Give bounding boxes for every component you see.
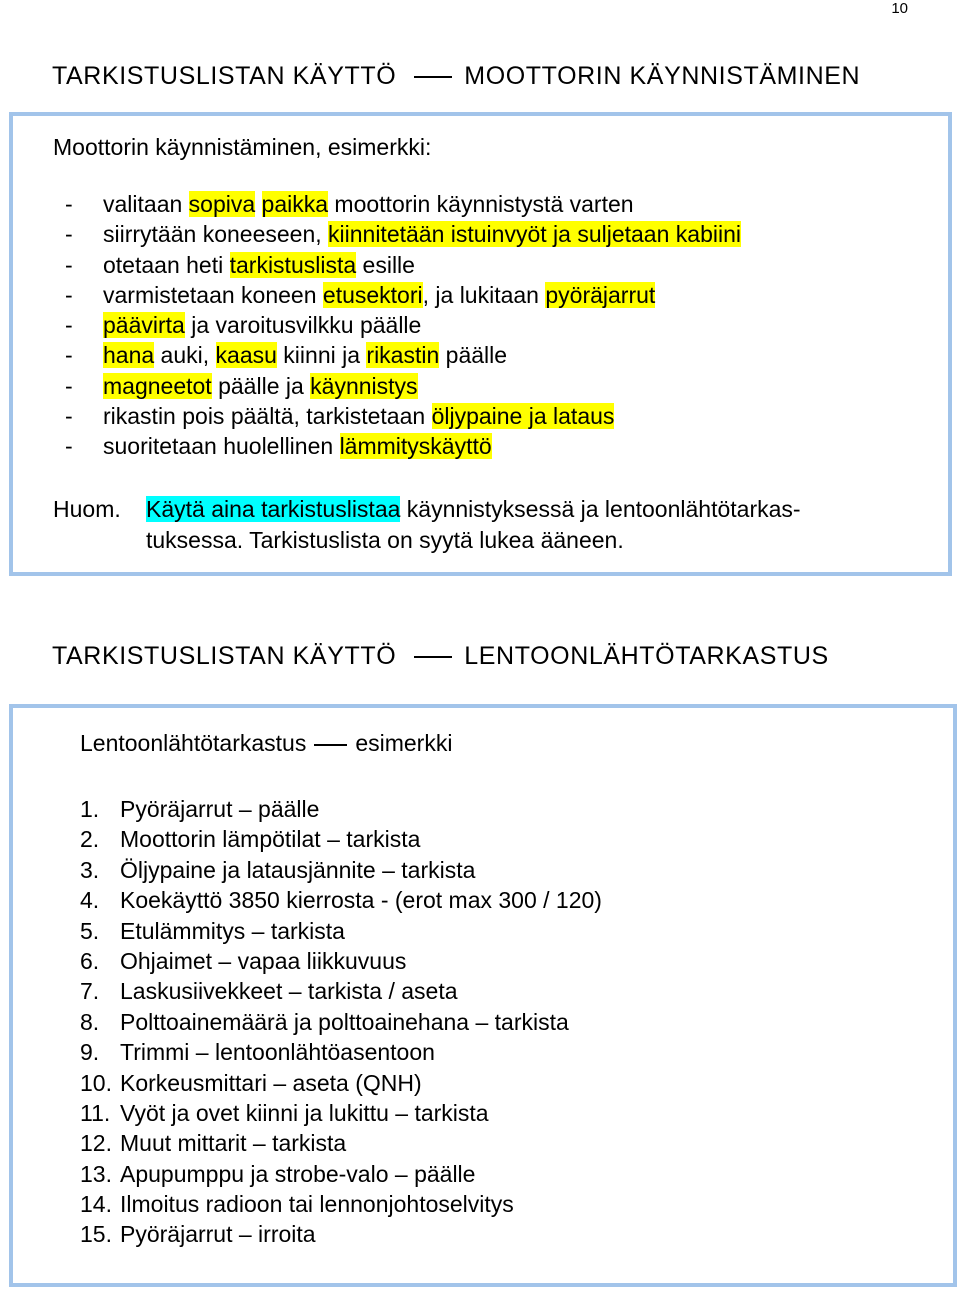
highlighted-text: rikastin xyxy=(366,342,440,369)
checklist-item xyxy=(80,1159,602,1189)
engine-start-steps xyxy=(65,189,741,462)
checklist-text: Laskusiivekkeet – tarkista / aseta xyxy=(120,978,458,1005)
section1-heading-right: MOOTTORIN KÄYNNISTÄMINEN xyxy=(464,62,861,90)
highlighted-text: tarkistuslista xyxy=(229,251,357,278)
highlighted-text: kaasu xyxy=(215,342,277,369)
checklist-text: Moottorin lämpötilat – tarkista xyxy=(120,826,421,853)
step-item xyxy=(65,189,741,219)
step-item xyxy=(65,431,741,461)
step-item xyxy=(65,371,741,401)
step-bullet: - xyxy=(65,342,73,369)
note xyxy=(53,494,801,556)
step-text: moottorin käynnistystä varten xyxy=(328,191,634,217)
section1-heading-left: TARKISTUSLISTAN KÄYTTÖ xyxy=(52,62,397,90)
step-bullet: - xyxy=(65,433,73,460)
checklist-item xyxy=(80,824,602,854)
checklist-number: 14. xyxy=(80,1191,112,1218)
checklist-number: 5. xyxy=(80,917,100,944)
step-bullet: - xyxy=(65,281,73,308)
checklist-item xyxy=(80,1068,602,1098)
checklist-item xyxy=(80,1037,602,1067)
highlighted-text: magneetot xyxy=(103,372,212,399)
checklist-item xyxy=(80,1219,602,1249)
section2-heading xyxy=(52,642,829,671)
checklist-number: 8. xyxy=(80,1008,100,1035)
section1-heading xyxy=(52,62,860,91)
checklist-text: Trimmi – lentoonlähtöasentoon xyxy=(120,1039,435,1066)
highlighted-text: hana xyxy=(103,342,155,369)
step-text: suoritetaan huolellinen xyxy=(103,433,340,460)
engine-start-box xyxy=(9,112,952,576)
checklist-text: Ohjaimet – vapaa liikkuvuus xyxy=(120,947,407,974)
step-bullet: - xyxy=(65,251,73,278)
checklist-number: 12. xyxy=(80,1130,112,1157)
step-item xyxy=(65,401,741,431)
engine-start-intro: Moottorin käynnistäminen, esimerkki: xyxy=(53,134,432,160)
checklist-number: 10. xyxy=(80,1069,112,1096)
highlighted-text: sopiva xyxy=(188,191,256,217)
checklist-item xyxy=(80,1007,602,1037)
checklist-text: Apupumppu ja strobe-valo – päälle xyxy=(120,1160,476,1187)
checklist-text: Öljypaine ja latausjännite – tarkista xyxy=(120,856,476,883)
checklist-text: Muut mittarit – tarkista xyxy=(120,1130,347,1157)
checklist-text: Korkeusmittari – aseta (QNH) xyxy=(120,1069,422,1096)
highlighted-text: etusektori xyxy=(322,281,423,308)
checklist-number: 7. xyxy=(80,978,100,1005)
step-text: , ja lukitaan xyxy=(422,281,546,308)
highlighted-text: päävirta xyxy=(103,312,185,339)
takeoff-subtitle-left: Lentoonlähtötarkastus xyxy=(80,730,307,756)
section2-heading-right: LENTOONLÄHTÖTARKASTUS xyxy=(464,642,829,670)
step-bullet: - xyxy=(65,312,73,339)
note-rest: käynnistyksessä ja lentoonlähtötarkas- xyxy=(400,496,801,522)
checklist-text: Polttoainemäärä ja polttoainehana – tarkista xyxy=(120,1008,569,1035)
takeoff-check-list xyxy=(80,794,602,1250)
step-item xyxy=(65,340,741,370)
highlighted-text: kiinnitetään istuinvyöt ja suljetaan kabiini xyxy=(328,221,741,248)
section2-heading-left: TARKISTUSLISTAN KÄYTTÖ xyxy=(52,642,397,670)
takeoff-check-box xyxy=(9,704,957,1287)
heading-dash xyxy=(414,76,452,78)
step-item xyxy=(65,310,741,340)
checklist-item xyxy=(80,794,602,824)
step-text: rikastin pois päältä, tarkistetaan xyxy=(103,403,432,430)
checklist-number: 15. xyxy=(80,1221,112,1248)
step-item xyxy=(65,219,741,249)
step-text: ja varoitusvilkku päälle xyxy=(184,312,422,339)
step-bullet: - xyxy=(65,403,73,430)
step-item xyxy=(65,280,741,310)
checklist-text: Etulämmitys – tarkista xyxy=(120,917,345,944)
step-text: siirrytään koneeseen, xyxy=(103,221,329,248)
checklist-item xyxy=(80,976,602,1006)
checklist-number: 3. xyxy=(80,856,100,883)
highlighted-text: käynnistys xyxy=(310,372,418,399)
checklist-item xyxy=(80,885,602,915)
subtitle-dash xyxy=(314,744,347,746)
checklist-text: Ilmoitus radioon tai lennonjohtoselvitys xyxy=(120,1191,514,1218)
step-text: otetaan heti xyxy=(103,251,230,278)
highlighted-text: öljypaine ja lataus xyxy=(431,403,615,430)
step-text: varmistetaan koneen xyxy=(103,281,323,308)
checklist-text: Pyöräjarrut – päälle xyxy=(120,796,320,822)
checklist-number: 6. xyxy=(80,947,100,974)
step-text xyxy=(255,191,261,217)
note-label: Huom. xyxy=(53,496,121,522)
checklist-item xyxy=(80,946,602,976)
step-item xyxy=(65,250,741,280)
page-number: 10 xyxy=(891,0,908,17)
note-line-2: tuksessa. Tarkistuslista on syytä lukea ääneen. xyxy=(146,527,624,553)
step-bullet: - xyxy=(65,191,73,217)
note-highlight: Käytä aina tarkistuslistaa xyxy=(146,496,401,522)
step-text: valitaan xyxy=(103,191,189,217)
step-text: auki, xyxy=(154,342,216,369)
checklist-text: Koekäyttö 3850 kierrosta - (erot max 300 / 120) xyxy=(120,887,602,914)
highlighted-text: lämmityskäyttö xyxy=(339,433,492,460)
checklist-item xyxy=(80,855,602,885)
step-bullet: - xyxy=(65,221,73,248)
step-text: päälle xyxy=(439,342,508,369)
step-text: päälle ja xyxy=(211,372,311,399)
takeoff-subtitle xyxy=(80,730,452,757)
checklist-number: 9. xyxy=(80,1039,100,1066)
checklist-number: 11. xyxy=(80,1099,111,1126)
checklist-text: Vyöt ja ovet kiinni ja lukittu – tarkista xyxy=(120,1099,489,1126)
step-bullet: - xyxy=(65,372,73,399)
checklist-number: 4. xyxy=(80,887,100,914)
checklist-item xyxy=(80,1189,602,1219)
takeoff-subtitle-right: esimerkki xyxy=(355,730,453,756)
checklist-text: Pyöräjarrut – irroita xyxy=(120,1221,316,1248)
checklist-number: 1. xyxy=(80,796,100,822)
highlighted-text: pyöräjarrut xyxy=(545,281,656,308)
checklist-item xyxy=(80,1098,602,1128)
step-text: kiinni ja xyxy=(276,342,367,369)
checklist-item xyxy=(80,916,602,946)
heading-dash xyxy=(414,656,452,658)
checklist-number: 2. xyxy=(80,826,100,853)
step-text: esille xyxy=(356,251,415,278)
note-line-1 xyxy=(53,494,801,525)
highlighted-text: paikka xyxy=(261,191,329,217)
checklist-number: 13. xyxy=(80,1160,112,1187)
checklist-item xyxy=(80,1128,602,1158)
